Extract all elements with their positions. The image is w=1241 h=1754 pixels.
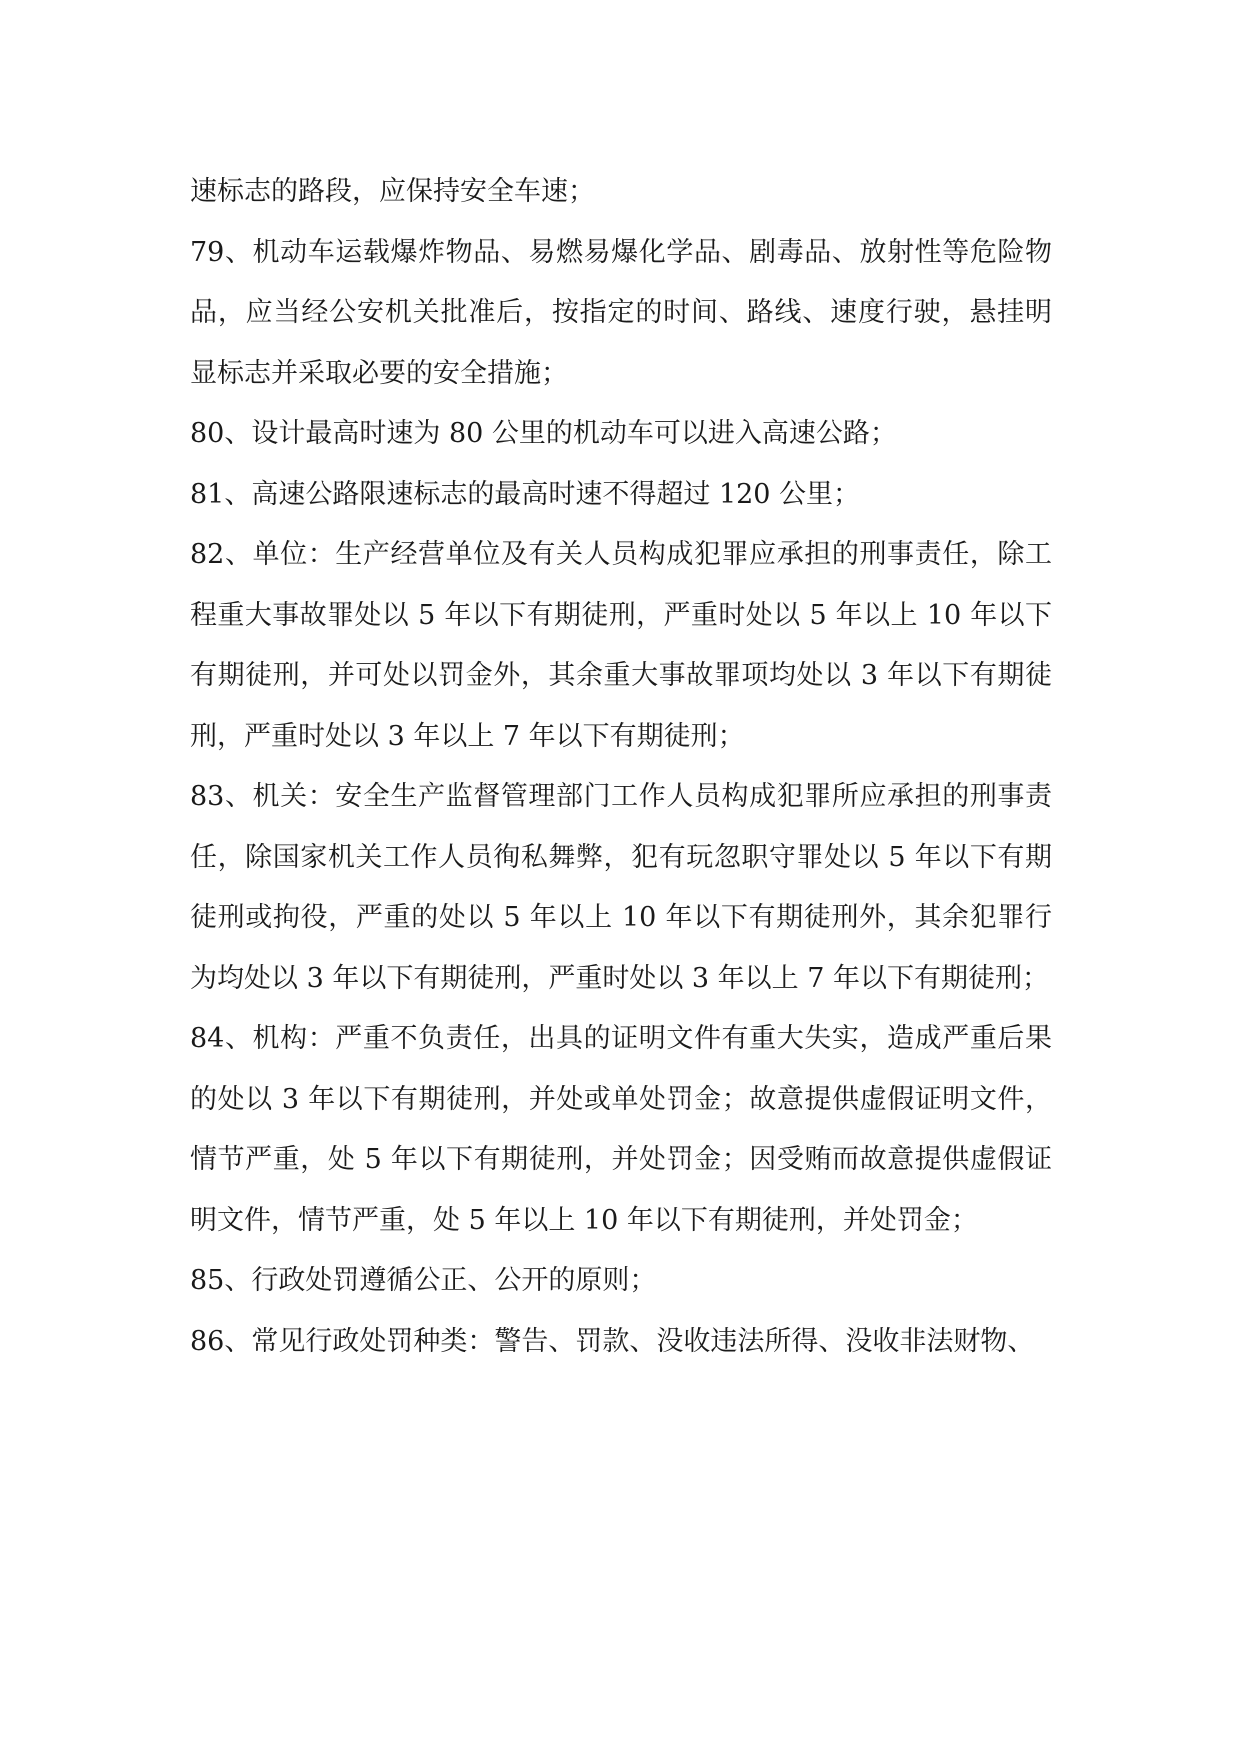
paragraph-item-82: 82、单位：生产经营单位及有关人员构成犯罪应承担的刑事责任，除工程重大事故罪处以 5 年以下有期徒刑，严重时处以 5 年以上 10 年以下有期徒刑，并可处以罚金外，其余重大事故罪项均处以 3 年以下有期徒刑，严重时处以 3 年以上 7 年以下有期徒刑； xyxy=(190,539,1052,752)
paragraph-item-83: 83、机关：安全生产监督管理部门工作人员构成犯罪所应承担的刑事责任，除国家机关工作人员徇私舞弊，犯有玩忽职守罪处以 5 年以下有期徒刑或拘役，严重的处以 5 年以上 10 年以下有期徒刑外，其余犯罪行为均处以 3 年以下有期徒刑，严重时处以 3 年以上 7 年以下有期徒刑； xyxy=(190,781,1052,994)
paragraph-item-81: 81、高速公路限速标志的最高时速不得超过 120 公里； xyxy=(190,478,861,510)
paragraph-item-86: 86、常见行政处罚种类：警告、罚款、没收违法所得、没收非法财物、 xyxy=(190,1325,1035,1357)
paragraph-item-84: 84、机构：严重不负责任，出具的证明文件有重大失实，造成严重后果的处以 3 年以下有期徒刑，并处或单处罚金；故意提供虚假证明文件，情节严重，处 5 年以下有期徒刑，并处罚金；因受贿而故意提供虚假证明文件，情节严重，处 5 年以上 10 年以下有期徒刑，并处罚金； xyxy=(190,1023,1052,1236)
paragraph-item-79: 79、机动车运载爆炸物品、易燃易爆化学品、剧毒品、放射性等危险物品，应当经公安机关批准后，按指定的时间、路线、速度行驶，悬挂明显标志并采取必要的安全措施； xyxy=(190,236,1052,389)
paragraph-item-85: 85、行政处罚遵循公正、公开的原则； xyxy=(190,1265,657,1296)
document-body xyxy=(190,162,1052,1372)
paragraph-item-80: 80、设计最高时速为 80 公里的机动车可以进入高速公路； xyxy=(190,418,897,449)
paragraph-continuation: 速标志的路段，应保持安全车速； xyxy=(190,176,595,207)
